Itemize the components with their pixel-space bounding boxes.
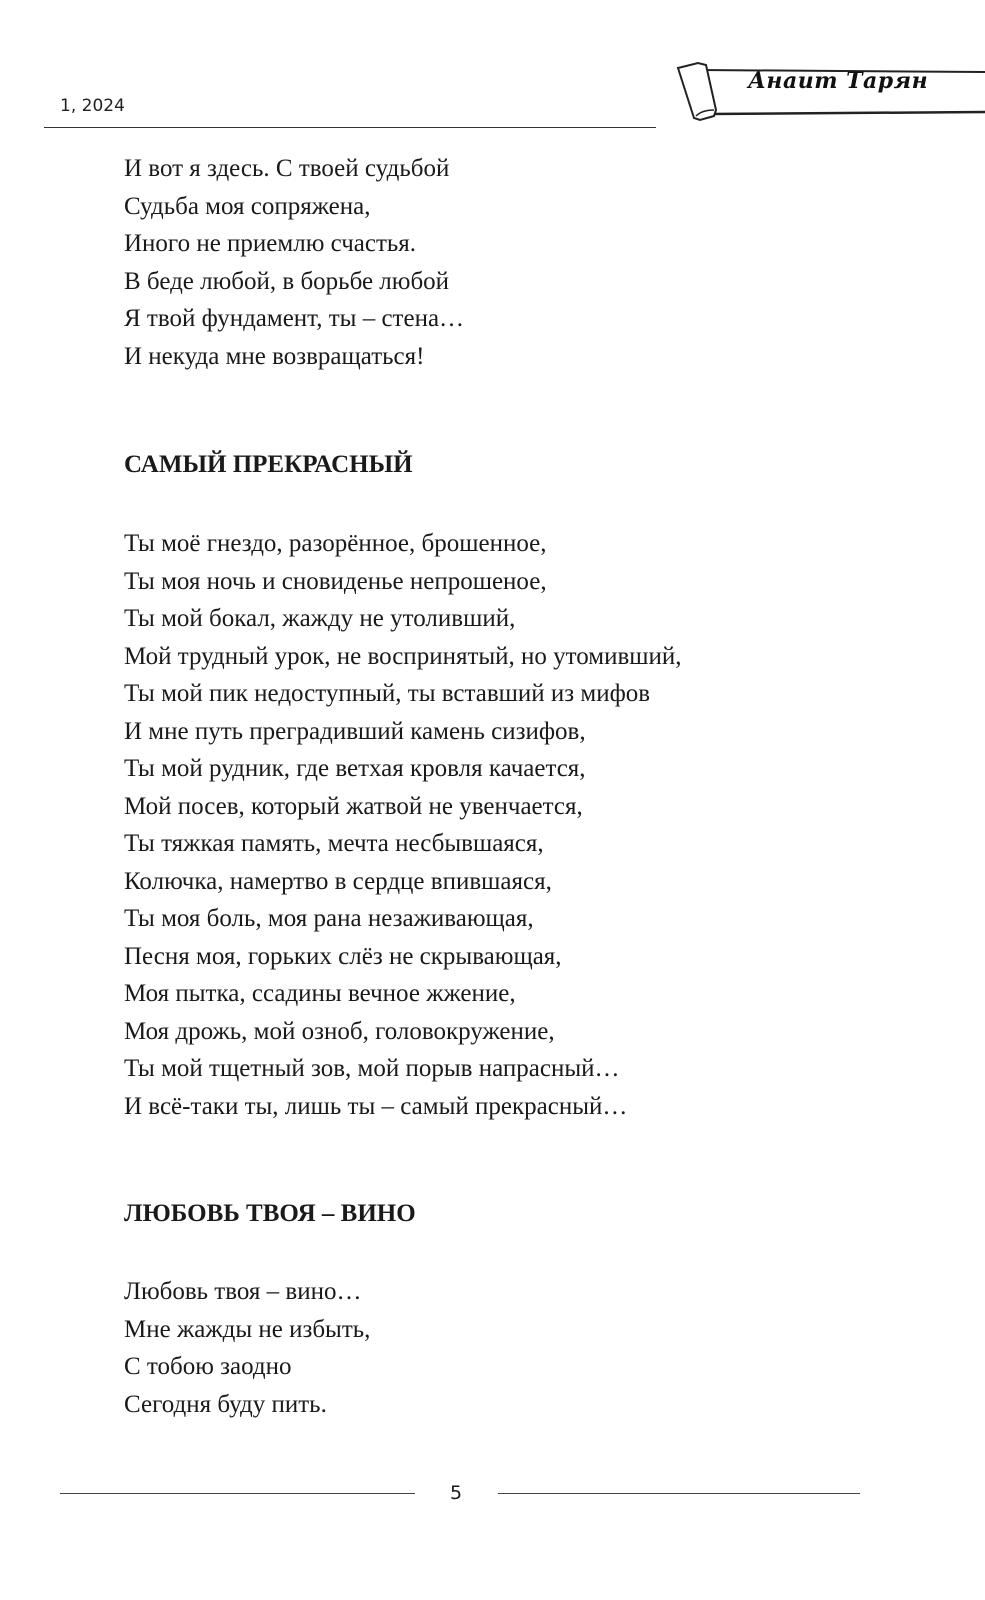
poem-line: Судьба моя сопряжена,: [124, 192, 371, 220]
poem-line: Ты мой бокал, жажду не утоливший,: [124, 605, 516, 632]
poem-line: И вот я здесь. С твоей судьбой: [124, 155, 450, 182]
footer-divider-right: [498, 1493, 860, 1494]
poem-3-stanza: [124, 1273, 370, 1423]
poem-line: Мой посев, который жатвой не увенчается,: [124, 792, 583, 820]
author-scroll-logo: [668, 58, 985, 130]
poem-2-title: САМЫЙ ПРЕКРАСНЫЙ: [124, 451, 413, 478]
poem-line: Ты моё гнездо, разорённое, брошенное,: [124, 530, 547, 557]
poem-line: Моя дрожь, мой озноб, головокружение,: [124, 1017, 555, 1045]
poem-line: Иного не приемлю счастья.: [124, 230, 417, 257]
poem-2-stanza: [124, 525, 682, 1125]
poem-line: Моя пытка, ссадины вечное жжение,: [124, 980, 516, 1007]
poem-line: В беде любой, в борьбе любой: [124, 267, 450, 295]
page-number: 5: [450, 1482, 463, 1504]
poem-line: Ты тяжкая память, мечта несбывшаяся,: [124, 830, 544, 857]
poem-line: И мне путь преградивший камень сизифов,: [124, 717, 586, 745]
poem-line: Колючка, намертво в сердце впившаяся,: [124, 867, 552, 895]
issue-number: 1, 2024: [60, 96, 125, 116]
poem-line: Песня моя, горьких слёз не скрывающая,: [124, 942, 562, 970]
poem-line: Ты моя боль, моя рана незаживающая,: [124, 905, 534, 932]
poem-line: Я твой фундамент, ты – стена…: [124, 305, 465, 332]
poem-line: Ты моя ночь и сновиденье непрошеное,: [124, 567, 547, 595]
author-name: Анаит Тарян: [748, 68, 929, 94]
poem-line: И всё-таки ты, лишь ты – самый прекрасный…: [124, 1092, 628, 1120]
poem-1-stanza: [124, 150, 464, 375]
footer-divider-left: [60, 1493, 415, 1494]
poem-3-title: ЛЮБОВЬ ТВОЯ – ВИНО: [124, 1200, 416, 1227]
poem-line: Ты мой пик недоступный, ты вставший из мифов: [124, 680, 651, 707]
poem-line: С тобою заодно: [124, 1353, 292, 1380]
poem-line: И некуда мне возвращаться!: [124, 342, 425, 370]
poem-line: Ты мой тщетный зов, мой порыв напрасный…: [124, 1055, 620, 1082]
poem-line: Любовь твоя – вино…: [124, 1278, 362, 1305]
poem-line: Ты мой рудник, где ветхая кровля качается,: [124, 755, 586, 782]
header-divider: [44, 127, 656, 128]
poem-line: Мне жажды не избыть,: [124, 1315, 371, 1343]
poem-line: Мой трудный урок, не воспринятый, но утомивший,: [124, 642, 682, 670]
poem-line: Сегодня буду пить.: [124, 1390, 327, 1418]
